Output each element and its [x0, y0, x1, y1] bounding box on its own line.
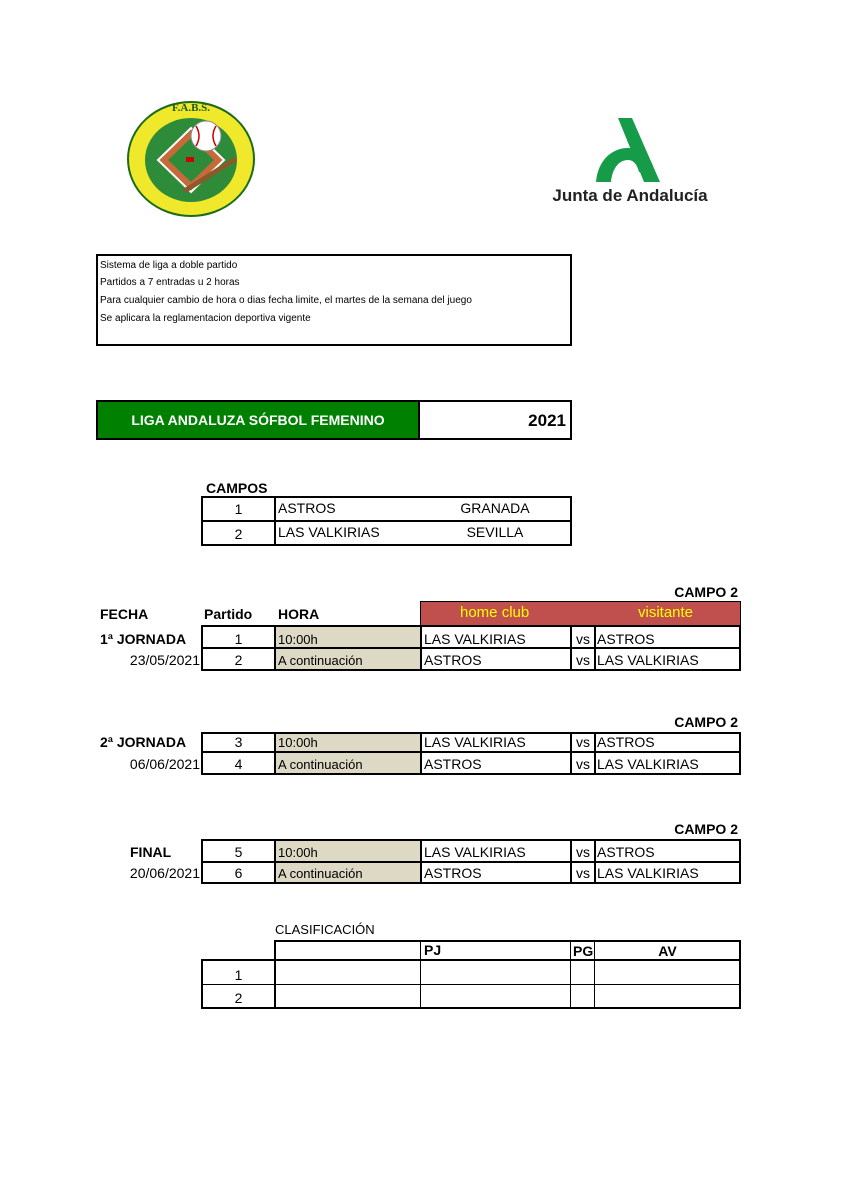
divider — [201, 751, 741, 753]
divider — [201, 984, 741, 985]
campo-label: CAMPO 2 — [674, 821, 738, 837]
round-name: FINAL — [130, 844, 172, 860]
rule-line: Para cualquier cambio de hora o dias fecha limite, el martes de la semana del juego — [100, 295, 472, 306]
round-date: 06/06/2021 — [129, 756, 200, 772]
round-name: 1ª JORNADA — [100, 631, 187, 647]
divider — [274, 839, 276, 884]
game-home: ASTROS — [424, 865, 482, 881]
campo-label: CAMPO 2 — [674, 714, 738, 730]
game-time: A continuación — [278, 757, 363, 772]
visitor-header: visitante — [638, 604, 694, 621]
campos-title: CAMPOS — [206, 480, 268, 496]
divider — [274, 496, 276, 546]
divider — [420, 839, 422, 884]
divider — [274, 732, 276, 775]
game-time: 10:00h — [278, 632, 318, 647]
divider — [201, 861, 741, 863]
divider — [594, 732, 596, 775]
game-vs: vs — [576, 756, 590, 772]
junta-logo — [540, 112, 720, 212]
clasificacion-title: CLASIFICACIÓN — [275, 922, 375, 937]
game-time: A continuación — [278, 866, 363, 881]
game-time: 10:00h — [278, 845, 318, 860]
fecha-header: FECHA — [100, 606, 149, 622]
pj-header: PJ — [424, 942, 442, 958]
game-vs: vs — [576, 865, 590, 881]
game-vs: vs — [576, 631, 590, 647]
fabs-top-text: F.A.B.S. — [171, 102, 211, 114]
rule-line: Sistema de liga a doble partido — [100, 260, 238, 271]
divider — [201, 647, 741, 649]
round-date: 20/06/2021 — [129, 865, 200, 881]
game-away: ASTROS — [597, 631, 655, 647]
junta-logo-text: Junta de Andalucía — [552, 186, 708, 205]
game-num: 5 — [234, 844, 243, 860]
campo-team: LAS VALKIRIAS — [278, 524, 380, 540]
game-time: 10:00h — [278, 735, 318, 750]
campo-num: 2 — [234, 526, 243, 542]
fabs-logo — [126, 100, 256, 218]
round-name: 2ª JORNADA — [100, 734, 187, 750]
divider — [420, 625, 422, 671]
game-num: 4 — [234, 756, 243, 772]
campo-num: 1 — [234, 501, 243, 517]
hora-header: HORA — [278, 606, 320, 622]
game-home: LAS VALKIRIAS — [424, 734, 526, 750]
game-num: 1 — [234, 631, 243, 647]
game-away: LAS VALKIRIAS — [597, 652, 699, 668]
divider — [739, 940, 741, 960]
game-away: LAS VALKIRIAS — [597, 865, 699, 881]
game-away: ASTROS — [597, 844, 655, 860]
game-vs: vs — [576, 844, 590, 860]
game-home: LAS VALKIRIAS — [424, 844, 526, 860]
divider — [594, 839, 596, 884]
campo-city: GRANADA — [460, 500, 530, 516]
divider — [594, 940, 595, 1009]
game-time: A continuación — [278, 653, 363, 668]
divider — [274, 625, 276, 671]
divider — [594, 625, 596, 671]
divider — [570, 940, 571, 1009]
game-num: 2 — [234, 652, 243, 668]
pg-header: PG — [573, 943, 594, 959]
home-club-header: home club — [460, 604, 530, 621]
game-home: ASTROS — [424, 652, 482, 668]
campo-label: CAMPO 2 — [674, 584, 738, 600]
rule-line: Se aplicara la reglamentacion deportiva vigente — [100, 313, 311, 324]
game-home: ASTROS — [424, 756, 482, 772]
game-home: LAS VALKIRIAS — [424, 631, 526, 647]
divider — [201, 520, 572, 522]
partido-header: Partido — [204, 606, 253, 622]
league-year: 2021 — [528, 411, 566, 430]
divider — [420, 732, 422, 775]
game-num: 3 — [234, 734, 243, 750]
table-top-border — [274, 940, 741, 942]
clasificacion-rank: 2 — [234, 990, 243, 1006]
divider — [274, 940, 276, 1009]
divider — [420, 940, 421, 1009]
game-away: LAS VALKIRIAS — [597, 756, 699, 772]
game-num: 6 — [234, 865, 243, 881]
game-vs: vs — [576, 734, 590, 750]
clasificacion-rank: 1 — [234, 967, 243, 983]
game-away: ASTROS — [597, 734, 655, 750]
campo-team: ASTROS — [278, 500, 336, 516]
round-date: 23/05/2021 — [129, 652, 200, 668]
rule-line: Partidos a 7 entradas u 2 horas — [100, 277, 240, 288]
campo-city: SEVILLA — [466, 524, 524, 540]
av-header: AV — [658, 943, 677, 959]
league-title: LIGA ANDALUZA SÓFBOL FEMENINO — [98, 402, 420, 438]
game-vs: vs — [576, 652, 590, 668]
